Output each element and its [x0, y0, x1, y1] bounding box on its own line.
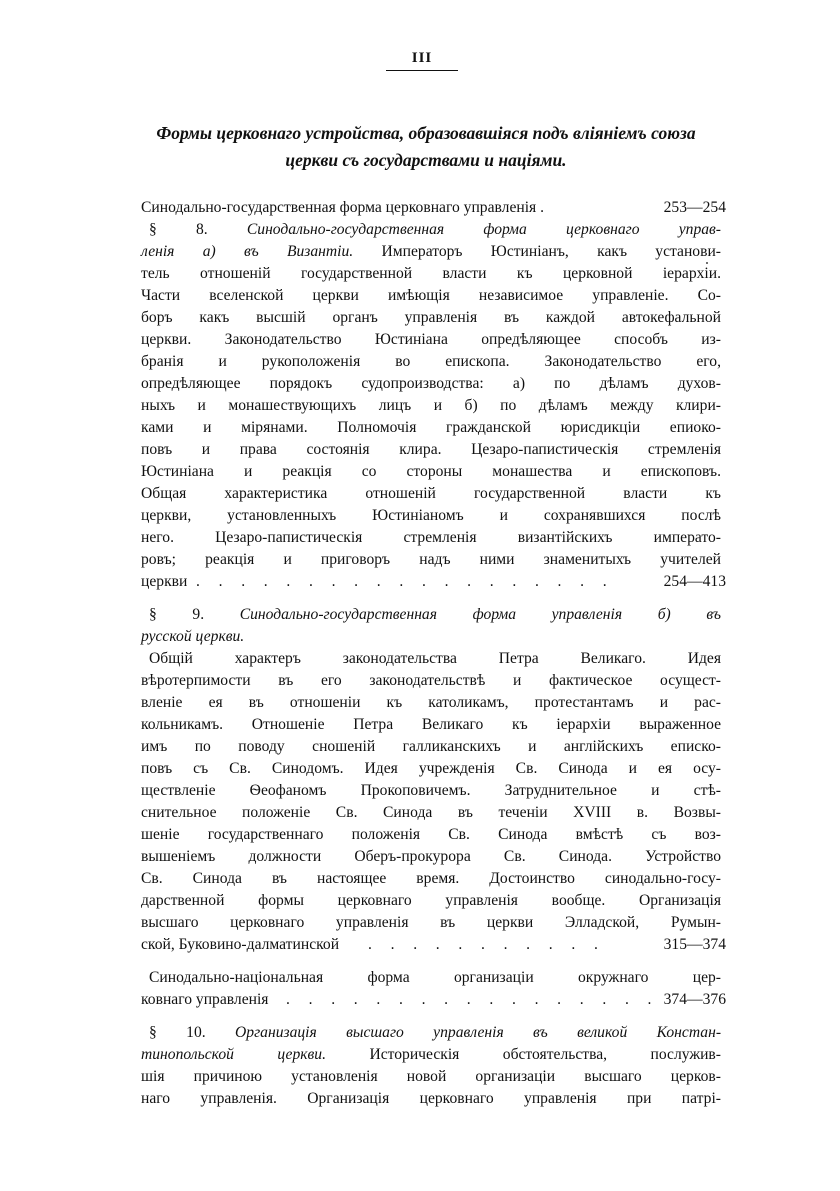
print-speck — [706, 262, 708, 264]
leader-dots: . . . . . . . . . . . — [368, 936, 606, 953]
toc-para-9-line-14: дарственной формы церковнаго управленiя вообще. Организацiя — [141, 892, 721, 909]
para-9-number: § 9. — [149, 606, 205, 623]
toc-para-9-line-8: повъ съ Св. Синодомъ. Идея учрежденiя Св. Синода и ея осу- — [141, 760, 721, 777]
toc-entry-synodal-state-pages: 253—254 — [663, 199, 726, 216]
toc-para-10-line-1 — [149, 1022, 721, 1044]
leader-dots: . . . . . . . . . . . . . . . . . — [286, 991, 659, 1008]
toc-entry-synodal-national-pages: 374—376 — [663, 991, 726, 1008]
para-8-title-part-1: Синодально-государственная форма церковнаго управ- — [246, 221, 721, 238]
toc-para-8-line-9: ныхъ и монашествующихъ лицъ и б) по дѣламъ между клири- — [141, 397, 721, 414]
toc-para-9-line-13: Св. Синода въ настоящее время. Достоинство синодально-госу- — [141, 870, 721, 887]
toc-para-8-line-6: церкви. Законодательство Юстинiана опредѣляющее способъ из- — [141, 331, 721, 348]
toc-para-8-line-16: ровъ; реакцiя и приговоръ надъ ними знаменитыхъ учителей — [141, 551, 721, 568]
toc-para-8-line-15: него. Цезаро-папистическiя стремленiя византiйскихъ императо- — [141, 529, 721, 546]
toc-para-8-line-5: боръ какъ высшiй органъ управленiя въ каждой автокефальной — [141, 309, 721, 326]
toc-entry-synodal-national-line-2: ковнаго управленiя — [141, 991, 269, 1008]
leader-dots: . . . . . . . . . . . . . . . . . . . — [196, 573, 615, 590]
toc-para-9-line-7: имъ по поводу сношенiй галликанскихъ и англiйскихъ еписко- — [141, 738, 721, 755]
toc-para-9-line-11: шенiе государственнаго положенiя Св. Синода вмѣстѣ съ воз- — [141, 826, 721, 843]
toc-para-9-line-1 — [149, 604, 721, 626]
page-number-rule — [386, 70, 458, 71]
toc-para-9-line-2 — [141, 626, 621, 648]
toc-para-8-line-10: ками и мiрянами. Полномочiя гражданской юрисдикцiи епиоко- — [141, 419, 721, 436]
toc-para-9-line-6: кольникамъ. Отношенiе Петра Великаго къ iерархiи выраженное — [141, 716, 721, 733]
toc-para-9-line-3: Общiй характеръ законодательства Петра Великаго. Идея — [149, 650, 721, 667]
toc-para-9-line-12: вышенiемъ должности Оберъ-прокурора Св. Синода. Устройство — [141, 848, 721, 865]
toc-para-9-line-9: ществленiе Ѳеофаномъ Прокоповичемъ. Затруднительное и стѣ- — [141, 782, 721, 799]
toc-para-8-line-2: ленiя а) въ Византiи. Императоръ Юстинiанъ, какъ установи- — [141, 243, 721, 260]
toc-para-9-line-16: ской, Буковино-далматинской — [141, 936, 340, 953]
para-10-number: § 10. — [149, 1024, 206, 1041]
toc-para-8-line-8: опредѣляющее порядокъ судопроизводства: а) по дѣламъ духов- — [141, 375, 721, 392]
para-10-title-part-1: Организацiя высшаго управленiя въ великой Констан- — [235, 1024, 722, 1041]
para-8-title-part-2: ленiя а) въ Византiи. — [141, 243, 354, 260]
para-10-title-part-2: тинопольской церкви. — [141, 1046, 327, 1063]
toc-para-10-line-2: тинопольской церкви. Историческiя обстоятельства, послужив- — [141, 1046, 721, 1063]
toc-para-8-line-1 — [149, 219, 721, 241]
toc-para-10-line-3: шiя причиною установленiя новой организацiи высшаго церков- — [141, 1068, 721, 1085]
para-9-title-part-1: Синодально-государственная форма управленiя б) въ — [239, 606, 722, 623]
toc-para-9-line-5: вленiе ея въ отношенiи къ католикамъ, протестантамъ и рас- — [141, 694, 721, 711]
toc-para-8-pages: 254—413 — [663, 573, 726, 590]
page-number: III — [411, 50, 433, 66]
toc-para-8-line-4: Части вселенской церкви имѣющiя независимое управленiе. Со- — [141, 287, 721, 304]
para-8-number: § 8. — [149, 221, 208, 238]
toc-para-9-pages: 315—374 — [663, 936, 726, 953]
toc-para-8-line-11: повъ и права состоянiя клира. Цезаро-папистическiя стремленiя — [141, 441, 721, 458]
toc-para-8-line-7: бранiя и рукоположенiя во епископа. Законодательство его, — [141, 353, 721, 370]
heading-line-2: церкви съ государствами и нацiями. — [285, 150, 567, 170]
toc-entry-synodal-national-line-1: Синодально-нацiональная форма организацiи окружнаго цер- — [149, 969, 721, 986]
toc-para-9-line-15: высшаго церковнаго управленiя въ церкви Элладской, Румын- — [141, 914, 721, 931]
toc-para-8-line-17: церкви — [141, 573, 188, 590]
toc-para-9-line-10: снительное положенiе Св. Синода въ теченiи XVIII в. Возвы- — [141, 804, 721, 821]
para-9-title-part-2: русской церкви. — [141, 628, 245, 645]
toc-para-8-line-14: церкви, установленныхъ Юстинiаномъ и сохранявшихся послѣ — [141, 507, 721, 524]
section-heading — [100, 120, 752, 174]
heading-line-1: Формы церковнаго устройства, образовавшiяся подъ влiянiемъ союза — [156, 123, 696, 143]
toc-para-8-line-12: Юстинiана и реакцiя со стороны монашества и епископовъ. — [141, 463, 721, 480]
toc-para-10-line-4: наго управленiя. Организацiя церковнаго управленiя при патрi- — [141, 1090, 721, 1107]
toc-para-8-line-3: тель отношенiй государственной власти къ церковной iерархiи. — [141, 265, 721, 282]
toc-entry-synodal-state-title: Синодально-государственная форма церковнаго управленiя . — [141, 199, 545, 216]
toc-para-8-line-13: Общая характеристика отношенiй государственной власти къ — [141, 485, 721, 502]
toc-para-9-line-4: вѣротерпимости въ его законодательствѣ и фактическое осущест- — [141, 672, 721, 689]
